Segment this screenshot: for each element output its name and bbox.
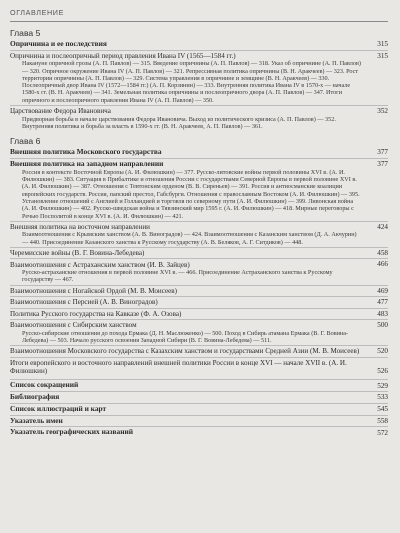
toc-entry-page: 483 [377, 309, 388, 318]
toc-entry[interactable] [10, 52, 388, 60]
toc-entry-page: 469 [377, 286, 388, 295]
entry-separator [10, 415, 388, 416]
toc-entry[interactable] [10, 405, 388, 414]
toc-entry-page: 424 [377, 222, 388, 231]
entry-separator [10, 296, 388, 297]
toc-entry[interactable] [10, 223, 388, 231]
entry-separator [10, 50, 388, 51]
chapter-6-entries [10, 148, 388, 375]
toc-entry-page: 529 [377, 381, 388, 390]
toc-entry-title: Взаимоотношения Московского государства с Казахским ханством и государствами Средней Азии (М. В. Моисеев) [10, 347, 360, 356]
toc-entry[interactable] [10, 260, 388, 268]
entry-separator [10, 357, 388, 358]
entry-separator [10, 391, 388, 392]
toc-entry-page: 352 [377, 107, 388, 116]
toc-entry-page: 477 [377, 298, 388, 307]
toc-entry[interactable] [10, 60, 388, 104]
toc-entry-title: Взаимоотношения с Ногайской Ордой (М. В. Моисеев) [10, 286, 177, 295]
toc-entry-title: Русско-астраханские отношения в первой половине XVI в. — 466. Присоединение Астраханского ханства к Русскому государству — 467. [22, 268, 333, 284]
toc-entry-title: Список сокращений [10, 380, 79, 390]
toc-entry[interactable] [10, 298, 388, 306]
toc-entry-page: 558 [377, 416, 388, 425]
toc-entry-page: 315 [377, 40, 388, 49]
chapter-5-entries [10, 40, 388, 130]
back-matter-entries [10, 379, 388, 437]
toc-entry[interactable] [10, 330, 388, 345]
toc-entry[interactable] [10, 231, 388, 246]
toc-entry-title: Взаимоотношения с Астраханским ханством (И. В. Зайцев) [10, 260, 190, 269]
toc-entry[interactable] [10, 359, 388, 376]
entry-separator [10, 345, 388, 346]
toc-entry-title: Внешняя политика Московского государства [10, 147, 162, 157]
toc-entry-page: 315 [377, 51, 388, 60]
toc-entry[interactable] [10, 417, 388, 426]
toc-entry-title: Внешняя политика на западном направлении [10, 158, 164, 168]
toc-entry-page: 520 [377, 347, 388, 356]
toc-entry[interactable] [10, 381, 388, 390]
toc-entry-title: Опричнина и послеопричный период правления Ивана IV (1565—1584 гг.) [10, 51, 236, 60]
toc-entry[interactable] [10, 428, 388, 437]
entry-separator [10, 247, 388, 248]
toc-entry-title: Взаимоотношения с Персией (А. В. Виноградов) [10, 298, 158, 307]
toc-entry[interactable] [10, 169, 388, 220]
toc-entry[interactable] [10, 148, 388, 157]
toc-entry-page: 572 [377, 428, 388, 437]
entry-separator [10, 308, 388, 309]
toc-entry-title: Итоги европейского и восточного направлений внешней политики России в конце XVI — начале XVII в. (А. И. Филюшкин) [10, 358, 347, 375]
entry-separator [10, 319, 388, 320]
toc-entry[interactable] [10, 287, 388, 295]
toc-entry[interactable] [10, 269, 388, 284]
toc-entry[interactable] [10, 107, 388, 115]
entry-separator [10, 285, 388, 286]
toc-entry-page: 466 [377, 260, 388, 269]
toc-entry-title: Царствование Федора Ивановича [10, 107, 111, 116]
toc-entry-title: Россия в контексте Восточной Европы (А. И. Филюшкин) — 377. Русско-литовские войны первой половины XVI в. (А. И. Филюшкин) — 383. Ситуация в Прибалтике и отношения России с государствами Северной Европы в первой половине XVI в. (А. И. Филюшкин) — 387. Отношения с Тевтонским орденом (В. В. Сиреньев) — 391. Россия и антиосманские коалиции европейских государств. Россия, папский престол, Габсбурги. Отношения с православным Востоком (А. И. Филюшкин) — 395. Установление отношений с Англией и Голландией и торговля по северному пути (А. И. Филюшкин) — 399. Ливонская война (А. И. Филюшкин) — 402. Русско-шведская война и Тявзинский мир 1595 г. (А. И. Филюшкин) — 418. Мирные переговоры с Речью Посполитой в конце XVI в. (А. И. Филюшкин) — 421. [22, 168, 360, 220]
toc-entry-title: Политика Русского государства на Кавказе (Ф. А. Озова) [10, 309, 182, 318]
toc-entry-title: Указатель имен [10, 415, 63, 425]
toc-entry-page: 545 [377, 405, 388, 414]
toc-entry-title: Взаимоотношения с Сибирским ханством [10, 321, 137, 330]
toc-entry[interactable] [10, 160, 388, 169]
toc-entry-title: Взаимоотношения с Крымским ханством (А. В. Виноградов) — 424. Взаимоотношения с Казанским ханством (Д. А. Акчурин) — 440. Присоединение Казанского ханства к Русскому государству (А. В. Беляков, А. Г. Ситдиков) — 448. [22, 231, 357, 246]
running-head: ОГЛАВЛЕНИЕ [10, 8, 64, 17]
toc-entry-title: Указатель географических названий [10, 427, 133, 437]
toc-entry-title: Черемисские войны (В. Г. Вовина-Лебедева) [10, 249, 145, 258]
toc-entry-page: 526 [377, 366, 388, 375]
entry-separator [10, 105, 388, 106]
chapter-6-heading: Глава 6 [10, 136, 41, 147]
toc-entry-title: Внешняя политика на восточном направлении [10, 222, 150, 231]
toc-entry-title: Библиография [10, 392, 60, 402]
toc-entry[interactable] [10, 393, 388, 402]
toc-entry-page: 377 [377, 148, 388, 157]
toc-entry[interactable] [10, 249, 388, 257]
toc-entry[interactable] [10, 310, 388, 318]
header-rule [10, 21, 388, 22]
toc-entry-title: Русско-сибирские отношения до похода Ермака (Д. Н. Маслюженко) — 500. Поход в Сибирь атамана Ермака (В. Г. Вовина-Лебедева) — 503. Начало русского освоения Западной Сибири (В. Г. Вовина-Лебедева) — 511. [22, 329, 349, 344]
entry-separator [10, 221, 388, 222]
toc-entry[interactable] [10, 321, 388, 329]
toc-entry[interactable] [10, 116, 388, 131]
toc-entry[interactable] [10, 347, 388, 355]
toc-entry[interactable] [10, 40, 388, 49]
toc-entry-title: Список иллюстраций и карт [10, 403, 107, 413]
toc-entry-title: Опричнина и ее последствия [10, 39, 107, 48]
toc-entry-page: 533 [377, 393, 388, 402]
toc-entry-title: Накануне опричной грозы (А. П. Павлов) — 315. Введение опричнины (А. П. Павлов) — 318. Указ об опричнине (А. П. Павлов) — 320. Опричное окружение Ивана IV (А. П. Павлов) — 321. Репрессивная политика опричнины (В. Н. Аракчеев) — 323. Рост территории опричнины (А. П. Павлов) — 329. Система управления в опричнине и земщине (В. Н. Аракчеев) — 330. Послеопричный двор Ивана IV (1572—1584 гг.) (А. П. Корзинин) — 333. Внутренняя политика Ивана IV в 1570-х — начале 1580-х гг. (В. Н. Аракчеев) — 341. Земельная политика опричнины и послеопричного двора (А. П. Павлов) — 347. Итоги опричного и послеопричного правления Ивана IV (А. П. Павлов) — 350. [22, 60, 361, 104]
chapter-5-heading: Глава 5 [10, 28, 41, 38]
toc-entry-page: 377 [377, 160, 388, 169]
toc-entry-page: 458 [377, 248, 388, 257]
toc-entry-title: Придворная борьба в начале царствования Федора Ивановича. Выход из политического кризиса (А. П. Павлов) — 352. Внутренняя политика и борьба за власть в 1590-х гг. (В. Н. Аракчеев, А. П. Павлов) — 361. [22, 115, 336, 130]
toc-entry-page: 500 [377, 321, 388, 330]
entry-separator [10, 258, 388, 259]
